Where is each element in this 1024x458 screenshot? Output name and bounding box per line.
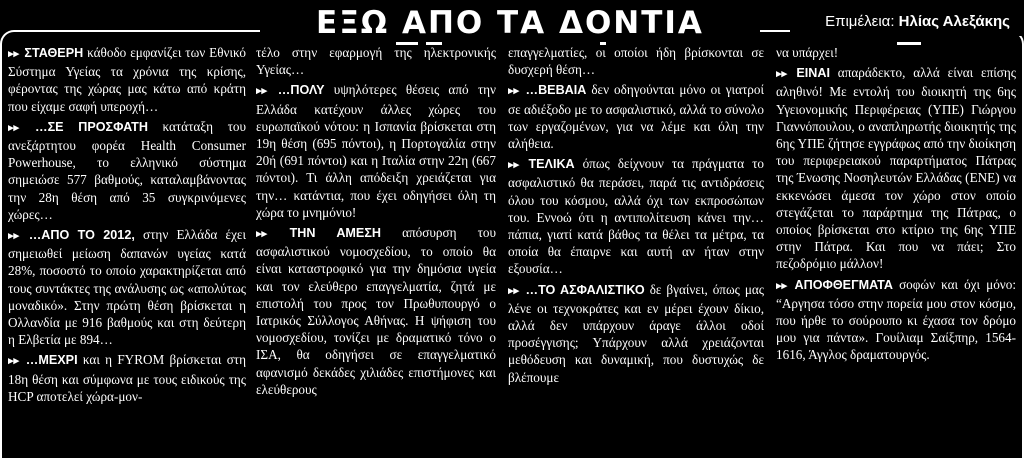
item-lead: …ΑΠΟ ΤΟ 2012, — [28, 228, 135, 243]
item-lead: ΤΕΛΙΚΑ — [528, 157, 575, 172]
news-item — [508, 281, 764, 386]
news-item — [256, 224, 496, 398]
bullet-arrow-icon: ▸▸ — [256, 85, 276, 98]
news-item — [508, 155, 764, 277]
bullet-arrow-icon: ▸▸ — [508, 159, 527, 172]
bullet-arrow-icon: ▸▸ — [8, 230, 27, 243]
item-text: επαγγελματίες, οι οποίοι ήδη βρίσκονται σε δυσχερή θέση… — [508, 45, 764, 78]
item-lead: ΕΙΝΑΙ — [796, 66, 830, 81]
editor-credit — [825, 12, 1010, 32]
item-lead: …ΣΕ ΠΡΟΣΦΑΤΗ — [35, 119, 148, 134]
item-text: κάθοδο εμφανίζει των Εθνικό Σύστημα Υγείας τα χρόνια της κρίσης, φέροντας της χώρας μας κάτω από κράτη που είχαμε σαφή υπεροχή… — [8, 45, 246, 114]
news-item — [256, 44, 496, 78]
bullet-arrow-icon: ▸▸ — [8, 48, 23, 60]
bullet-arrow-icon: ▸▸ — [8, 355, 24, 368]
text-column-4 — [776, 44, 1016, 458]
item-text: υψηλότερες θέσεις από την Ελλάδα κατέχουν άλλες χώρες του ευρωπαϊκού νότου: η Ισπανία βρίσκεται στη 19η θέση (695 πόντοι), η Πορτογαλία στην 20ή (691 πόντοι) και η Ιταλία στην 22η (667 πόντοι). Τι άλλη απόδειξη χρειάζεται για την… κατάντια, που έχει οδηγήσει όλη τη χώρα το μνημόνιο! — [256, 82, 496, 220]
item-text: σοφών και όχι μόνο: “Αργησα τόσο στην πορεία μου στον κόσμο, που ήρθε το σούρουπο κι έχασα τον δρόμο μου για πάντα». Γουίλιαμ Σαίξπηρ, 1564-1616, Άγγλος δραματουργός. — [776, 276, 1016, 363]
item-text: απαράδεκτο, αλλά είναι επίσης αληθινό! Με εντολή του διοικητή της 6ης Υγειονομικής Περιφέρειας (ΥΠΕ) Γιώργου Γιαννόπουλου, ο αναπληρωτής διοικητής της 6ης ΥΠΕ ζήτησε εγγράφως από την διοίκηση του περιφερειακού παραρτήματος Πάτρας της Ένωσης Νοσηλευτών Ελλάδας (ΕΝΕ) να εκκενώσει άμεσα τον χώρο στον οποίο στεγάζεται το παράρτημα της Πάτρας, ο οποίος βρίσκεται στο κτίριο της 6ης ΥΠΕ στην Πάτρα. Και που να πάει; Στο πεζοδρόμιο μάλλον! — [776, 65, 1016, 272]
news-item — [776, 64, 1016, 272]
item-lead: …ΒΕΒΑΙΑ — [525, 83, 587, 98]
text-column-1 — [8, 44, 246, 458]
news-item — [776, 276, 1016, 364]
item-text: όπως δείχνουν τα πράγματα το ασφαλιστικό θα περάσει, παρά τις αντιδράσεις όλου του κόσμου, αλλά όχι των εκπροσώπων του. Εννοώ ότι η αντιπολίτευση κάνει την… πάπια, γιατί κατά βάθος τα θέλει τα μέτρα, τα οποία θα έπαιρνε και αυτή αν ήταν στην εξουσία… — [508, 156, 764, 277]
item-text: απόσυρση του ασφαλιστικού νομοσχεδίου, το οποίο θα είναι καταστροφικό για την δημόσια υγεία και τον ελεύθερο επαγγελματία, ζητά με επιστολή του προς τον Πρωθυπουργό ο Ιατρικός Σύλλογος Αθήνας. Η ψήφιση του νομοσχεδίου, τονίζει με δραματικό τόνο ο ΙΣΑ, θα οδηγήσει σε επαγγελματικό αφανισμό δεκάδες χιλιάδες επιστήμονες και ελεύθερους — [256, 225, 496, 397]
item-lead: …ΠΟΛΥ — [277, 83, 325, 98]
text-column-2 — [256, 44, 496, 458]
editor-name: Ηλίας Αλεξάκης — [898, 13, 1010, 30]
news-item — [8, 118, 246, 223]
bullet-arrow-icon: ▸▸ — [8, 121, 33, 134]
item-text: στην Ελλάδα έχει σημειωθεί μείωση δαπανών υγείας κατά 28%, ποσοστό το οποίο χαρακτηρίζεται από τους συντάκτες της ανάλυσης ως «απολύτως μοναδικό». Στην πρώτη θέση βρίσκεται η Ολλανδία με 916 βαθμούς και στη δεύτερη η Ελβετία με 894… — [8, 227, 246, 348]
news-item — [8, 351, 246, 405]
text-column-3 — [508, 44, 764, 458]
item-lead: ΑΠΟΦΘΕΓΜΑΤΑ — [794, 277, 894, 292]
item-text: δε βγαίνει, όπως μας λένε οι τεχνοκράτες και εν μέρει έχουν δίκιο, αλλά δεν υπάρχουν άραγε άλλοι οδοί προσέγγισης; Υπάρχουν αλλά χρειάζονται μεθόδευση και δυναμική, που δυστυχώς δε βλέπουμε — [508, 281, 764, 385]
item-lead: …ΜΕΧΡΙ — [25, 353, 78, 368]
news-item — [8, 226, 246, 348]
editor-label: Επιμέλεια: — [825, 13, 895, 30]
bullet-arrow-icon: ▸▸ — [776, 279, 793, 292]
bullet-arrow-icon: ▸▸ — [256, 228, 288, 241]
news-item — [8, 44, 246, 115]
item-text: κατάταξη του ανεξάρτητου φορέα Health Consumer Powerhouse, το ελληνικό σύστημα σημειώσε 577 βαθμούς, καταλαμβάνοντας την 28η θέση από 35 συγκρινόμενες χώρες… — [8, 118, 246, 222]
column-title: ΕΞΩ ΑΠΟ ΤΑ ΔΟΝΤΙΑ — [316, 5, 704, 41]
item-text: να υπάρχει! — [776, 45, 839, 60]
item-text: τέλο στην εφαρμογή της ηλεκτρονικής Υγείας… — [256, 45, 496, 78]
item-lead: ΣΤΑΘΕΡΗ — [24, 46, 84, 60]
news-item — [508, 44, 764, 78]
bullet-arrow-icon: ▸▸ — [508, 85, 524, 98]
item-lead: …ΤΟ ΑΣΦΑΛΙΣΤΙΚΟ — [525, 282, 645, 297]
news-item — [256, 81, 496, 221]
news-item — [508, 81, 764, 152]
item-text: και η FYROM βρίσκεται στη 18η θέση και σύμφωνα με τους ειδικούς της HCP αποτελεί χώρα-μον- — [8, 352, 246, 404]
item-text: δεν οδηγούνται μόνο οι γιατροί σε αδιέξοδο με το ασφαλιστικό, αλλά το σύνολο των εργαζομένων, για να λέμε και όλη την αλήθεια. — [508, 82, 764, 152]
column-header — [0, 0, 1024, 44]
news-item — [776, 44, 1016, 61]
item-lead: ΤΗΝ ΑΜΕΣΗ — [289, 226, 381, 241]
bullet-arrow-icon: ▸▸ — [508, 284, 524, 297]
bullet-arrow-icon: ▸▸ — [776, 68, 795, 81]
